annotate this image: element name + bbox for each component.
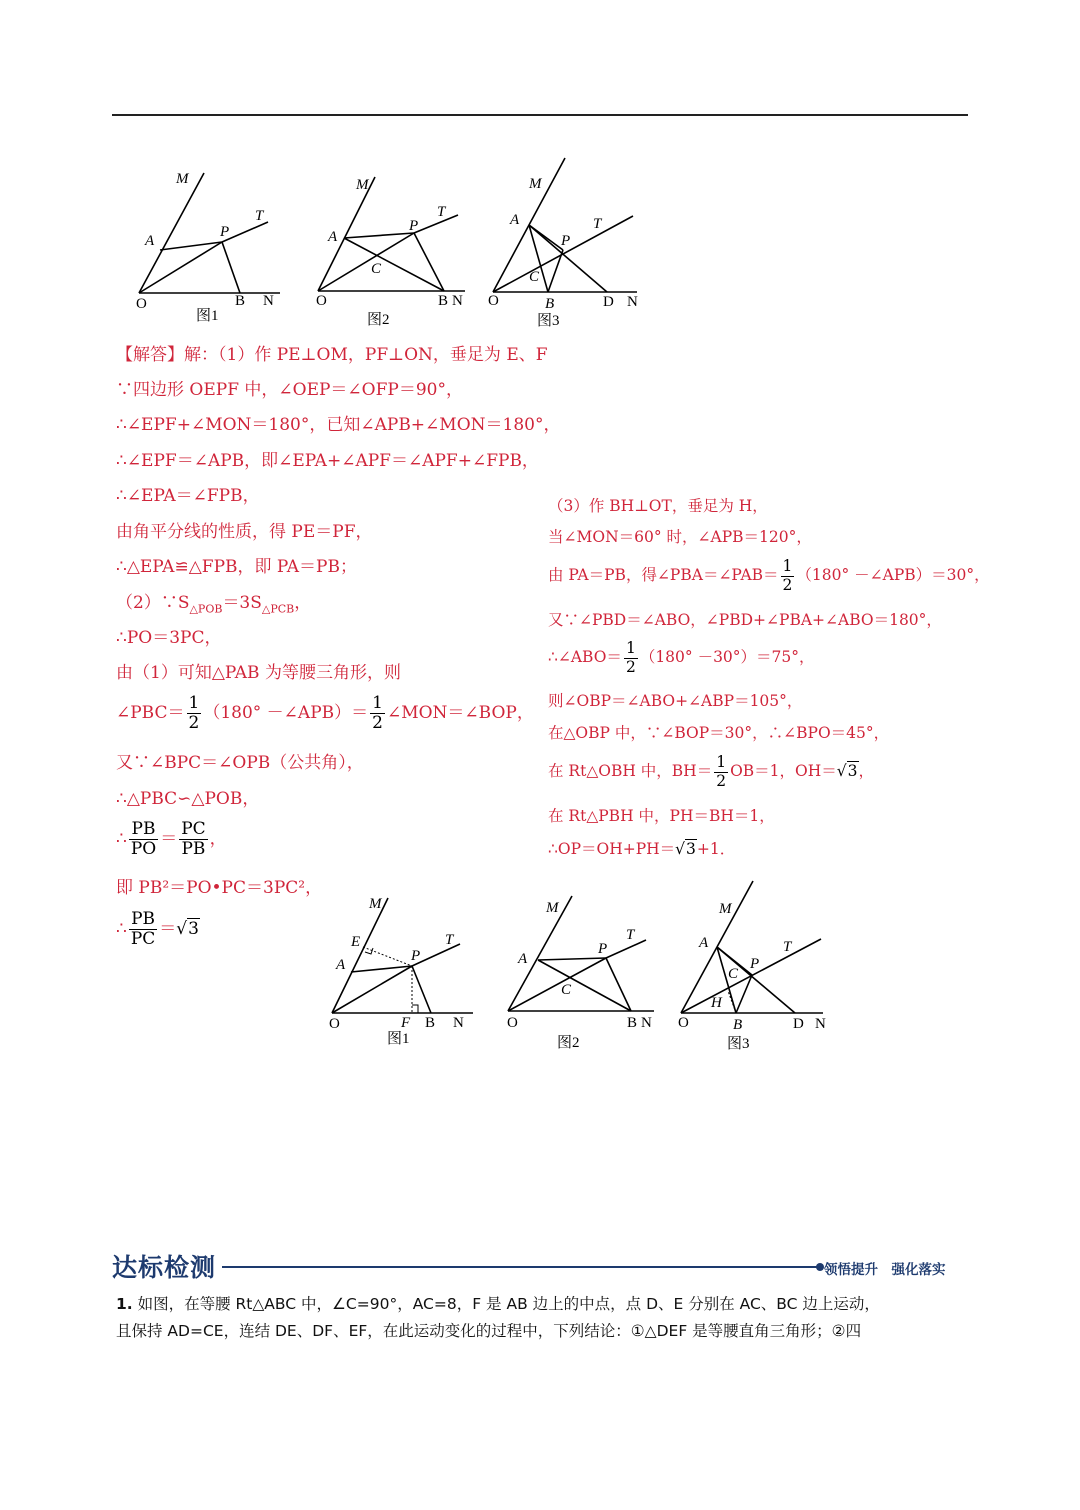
label-A: A — [145, 233, 155, 249]
solution-line-7: ∴△EPA≌△FPB，即 PA＝PB； — [116, 557, 357, 577]
label-O: O — [316, 293, 327, 309]
solution-line-16: ∴ $\frac{PB}{PC}$ ＝√3 — [116, 909, 199, 949]
question-line-1: 1. 如图，在等腰 Rt△ABC 中，∠C=90°，AC=8，F 是 AB 边上的中点，点 D、E 分别在 AC、BC 边上运动， — [116, 1295, 880, 1313]
label-A: A — [699, 935, 709, 951]
label-A: A — [510, 212, 520, 228]
figure-caption: 图2 — [557, 1035, 580, 1051]
section-header — [112, 1246, 968, 1286]
label-N: N — [627, 294, 638, 310]
label-N: N — [263, 293, 274, 309]
solution-line-3: ∴∠EPF+∠MON＝180°，已知∠APB+∠MON＝180°， — [116, 415, 561, 435]
figure-caption: 图1 — [196, 308, 219, 324]
label-N: N — [641, 1015, 652, 1031]
label-C: C — [371, 261, 382, 277]
fraction-one-half: $\frac{1}{2}$ — [188, 693, 200, 733]
fraction-one-half: $\frac{1}{2}$ — [782, 557, 793, 594]
figure-top-1 — [130, 165, 290, 330]
solution-right-line-4: 又∵∠PBD＝∠ABO，∠PBD+∠PBA+∠ABO＝180°， — [548, 611, 942, 629]
fraction-pb-pc: $\frac{PB}{PC}$ — [130, 909, 156, 949]
header-rule — [112, 114, 968, 116]
section-title: 达标检测 — [112, 1253, 217, 1282]
label-D: D — [603, 294, 614, 310]
solution-line-9: ∴PO＝3PC， — [116, 628, 222, 648]
label-B: B — [545, 296, 555, 312]
label-T: T — [255, 208, 264, 224]
label-D: D — [793, 1016, 804, 1032]
label-P: P — [220, 224, 230, 240]
fraction-pb-po: $\frac{PB}{PO}$ — [130, 819, 157, 859]
fraction-one-half: $\frac{1}{2}$ — [625, 639, 636, 676]
solution-line-10: 由（1）可知△PAB 为等腰三角形，则 — [116, 663, 401, 683]
label-C: C — [529, 269, 540, 285]
solution-line-13: ∴△PBC∽△POB， — [116, 789, 260, 809]
solution-line-8: $(2)\because S_{\triangle POB}=3S_{\triangle PCB}$， — [116, 593, 312, 616]
figure-bottom-2 — [500, 890, 670, 1055]
solution-right-line-6: 则∠OBP＝∠ABO+∠ABP＝105°， — [548, 692, 803, 710]
figure-bottom-3 — [675, 875, 845, 1055]
label-N: N — [452, 293, 463, 309]
solution-line-5: ∴∠EPA＝∠FPB， — [116, 486, 260, 506]
figure-top-3 — [485, 150, 655, 330]
label-O: O — [329, 1016, 340, 1032]
label-F: F — [401, 1015, 411, 1031]
solution-right-line-2: 当∠MON＝60° 时，∠APB＝120°， — [548, 528, 812, 546]
label-P: P — [598, 941, 608, 957]
solution-right-line-8: 在 Rt△OBH 中，BH＝ $\frac{1}{2}$ OB＝1，OH＝√3， — [548, 753, 875, 790]
sqrt-three: √3 — [836, 762, 858, 780]
label-M: M — [546, 900, 559, 916]
label-B: B — [425, 1015, 436, 1031]
label-M: M — [719, 901, 732, 917]
solution-right-line-10: ∴OP＝OH+PH＝√3+1． — [548, 840, 736, 858]
sqrt-three: √3 — [675, 840, 696, 858]
section-slogan: 领悟提升 强化落实 — [824, 1262, 946, 1278]
solution-line-6: 由角平分线的性质，得 PE＝PF， — [116, 522, 373, 542]
figure-caption: 图3 — [537, 313, 560, 329]
label-N: N — [453, 1015, 464, 1031]
label-A: A — [518, 951, 528, 967]
label-P: P — [750, 956, 760, 972]
solution-right-line-7: 在△OBP 中，∵∠BOP＝30°，∴∠BPO＝45°， — [548, 724, 890, 742]
label-B: B — [438, 293, 449, 309]
label-M: M — [176, 171, 189, 187]
figure-caption: 图1 — [387, 1031, 410, 1047]
fraction-one-half: $\frac{1}{2}$ — [372, 693, 383, 733]
label-N: N — [815, 1016, 826, 1032]
solution-line-2: ∵四边形 OEPF 中，∠OEP＝∠OFP＝90°， — [116, 380, 463, 400]
label-B: B — [235, 293, 246, 309]
solution-line-12: 又∵∠BPC＝∠OPB（公共角）， — [116, 753, 364, 773]
label-P: P — [409, 218, 419, 234]
label-T: T — [437, 204, 446, 220]
question-line-2: 且保持 AD=CE，连结 DE、DF、EF，在此运动变化的过程中，下列结论：①△DEF 是等腰直角三角形；②四 — [116, 1322, 862, 1340]
solution-right-line-9: 在 Rt△PBH 中，PH＝BH＝1， — [548, 807, 775, 825]
label-A: A — [328, 229, 338, 245]
label-P: P — [561, 233, 571, 249]
label-O: O — [488, 293, 499, 309]
divider-dot-icon — [816, 1263, 824, 1271]
figure-bottom-1 — [325, 890, 485, 1055]
solution-line-14: ∴ $\frac{PB}{PO}$ ＝ $\frac{PC}{PB}$ ， — [116, 819, 227, 859]
figure-top-2 — [310, 165, 480, 330]
fraction-one-half: $\frac{1}{2}$ — [716, 753, 727, 790]
fraction-pc-pb: $\frac{PC}{PB}$ — [181, 819, 206, 859]
solution-right-line-1: （3）作 BH⊥OT，垂足为 H， — [548, 497, 768, 515]
label-B: B — [733, 1017, 743, 1033]
label-A: A — [336, 957, 346, 973]
solution-line-11: ∠PBC＝ $\frac{1}{2}$ （180° －∠APB）＝ $\frac{1}{2}$ ∠MON＝∠BOP， — [116, 693, 534, 733]
solution-right-line-5: ∴∠ABO＝ $\frac{1}{2}$ （180° －30°）＝75°， — [548, 639, 815, 676]
figure-caption: 图2 — [367, 312, 390, 328]
label-P: P — [411, 948, 421, 964]
label-O: O — [678, 1015, 689, 1031]
label-T: T — [593, 216, 602, 232]
label-T: T — [445, 932, 454, 948]
solution-line-15: 即 PB²＝PO•PC＝3PC²， — [116, 878, 323, 898]
sqrt-three: √3 — [176, 919, 199, 939]
question-number: 1. — [116, 1295, 133, 1313]
label-O: O — [507, 1015, 518, 1031]
label-T: T — [626, 927, 635, 943]
label-M: M — [369, 896, 382, 912]
solution-right-line-3: 由 PA＝PB，得∠PBA＝∠PAB＝ $\frac{1}{2}$ （180° －∠APB）＝30°， — [548, 557, 990, 594]
label-O: O — [136, 296, 147, 312]
label-C: C — [561, 982, 572, 998]
figure-caption: 图3 — [727, 1036, 750, 1052]
label-E: E — [351, 934, 361, 950]
label-C: C — [728, 966, 739, 982]
label-H: H — [711, 995, 722, 1011]
label-M: M — [356, 177, 369, 193]
section-divider — [222, 1266, 820, 1268]
label-B: B — [627, 1015, 638, 1031]
label-M: M — [529, 176, 542, 192]
solution-line-4: ∴∠EPF＝∠APB，即∠EPA+∠APF＝∠APF+∠FPB， — [116, 451, 539, 471]
label-T: T — [783, 939, 792, 955]
solution-line-1: 【解答】解：（1）作 PE⊥OM，PF⊥ON，垂足为 E、F — [116, 345, 548, 365]
